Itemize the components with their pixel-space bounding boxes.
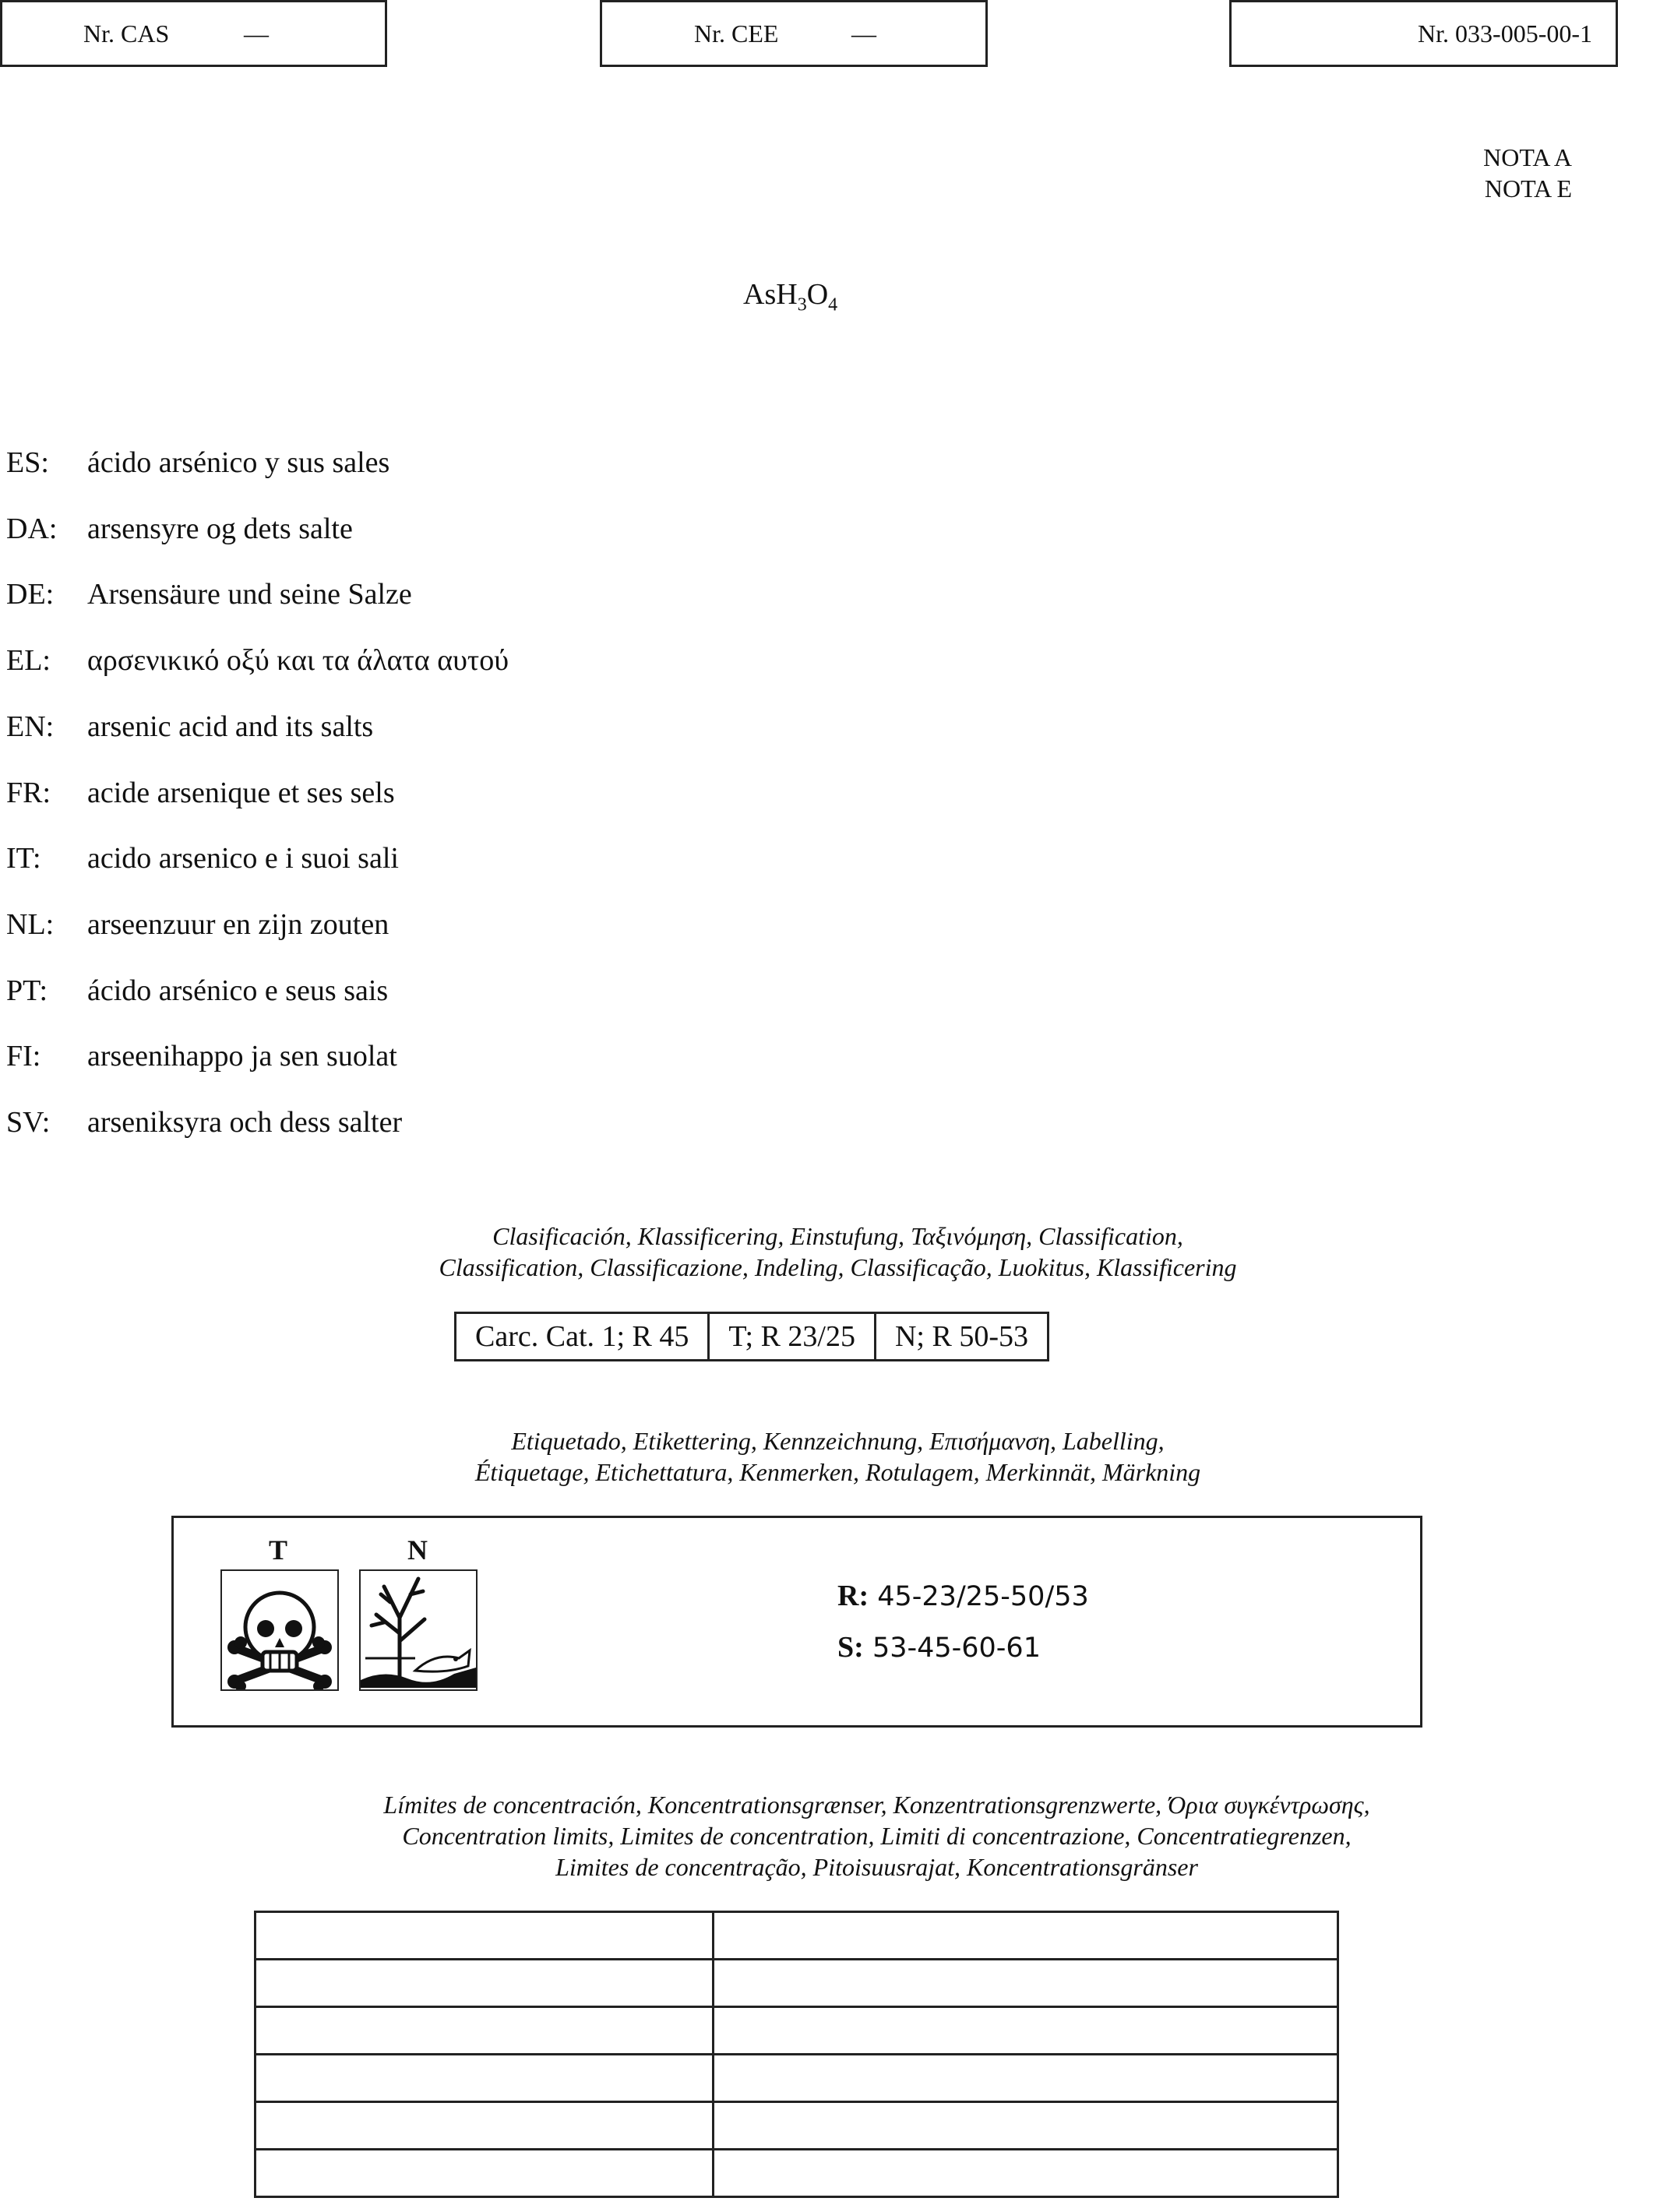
table-row bbox=[256, 1912, 1338, 1960]
classification-row bbox=[454, 1312, 1049, 1361]
classification-cell: N; R 50-53 bbox=[894, 1320, 1028, 1353]
classification-cell: Carc. Cat. 1; R 45 bbox=[456, 1314, 710, 1359]
cas-number-box bbox=[0, 0, 387, 67]
index-number-box bbox=[1229, 0, 1618, 67]
table-row bbox=[256, 1960, 1338, 2007]
cee-value: — bbox=[851, 19, 876, 48]
symbol-letter-n: N bbox=[407, 1534, 428, 1566]
environment-symbol bbox=[359, 1569, 478, 1691]
concentration-limits-heading: Límites de concentración, Koncentrationsgrænser, Konzentrationsgrenzwerte, Όρια συγκέντρωσης, Concentration limits, Limites de concentration, Limiti di concentrazione, Concentratiegrenzen, Limites de concentração, Pitoisuusrajat, Koncentrationsgränser bbox=[383, 1791, 1370, 1881]
nota-e: NOTA E bbox=[1484, 174, 1572, 203]
table-row bbox=[256, 2150, 1338, 2197]
chemical-formula: $AsH_3O_4$ bbox=[743, 278, 838, 315]
concentration-limits-table bbox=[254, 1911, 1339, 2198]
table-row bbox=[256, 2055, 1338, 2102]
cee-number-box bbox=[600, 0, 988, 67]
classification-cell: T; R 23/25 bbox=[710, 1314, 876, 1359]
labelling-box bbox=[171, 1516, 1422, 1728]
r-phrases: R: 45-23/25-50/53 bbox=[837, 1580, 1089, 1612]
cee-label: Nr. CEE bbox=[694, 19, 779, 48]
skull-crossbones-icon bbox=[222, 1571, 337, 1689]
classification-heading: Clasificación, Klassificering, Einstufung, Ταξινόμηση, Classification, Classification, Classificazione, Indeling, Classificação, Luokitus, Klassificering bbox=[439, 1222, 1237, 1281]
toxic-symbol bbox=[220, 1569, 339, 1691]
s-phrases: S: 53-45-60-61 bbox=[837, 1631, 1041, 1664]
symbol-letter-t: T bbox=[269, 1534, 288, 1566]
nota-a: NOTA A bbox=[1483, 143, 1572, 171]
cas-label: Nr. CAS bbox=[83, 19, 170, 48]
table-row bbox=[256, 2007, 1338, 2055]
index-label: Nr. 033-005-00-1 bbox=[1418, 19, 1592, 48]
table-row bbox=[256, 2102, 1338, 2150]
cas-value: — bbox=[244, 19, 269, 48]
labelling-heading: Etiquetado, Etikettering, Kennzeichnung, Επισήμανση, Labelling, Étiquetage, Etichettatura, Kenmerken, Rotulagem, Merkinnät, Märkning bbox=[474, 1427, 1201, 1486]
dead-tree-fish-icon bbox=[361, 1571, 476, 1689]
